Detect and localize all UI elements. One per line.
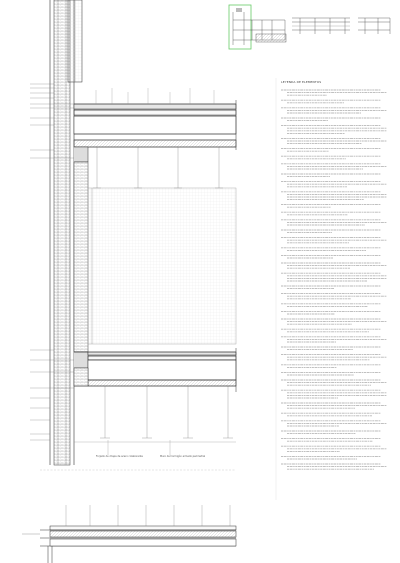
notes-panel [281,81,393,497]
key-plan-section-1 [233,8,286,45]
foundation [22,505,236,563]
key-plan-section-2 [292,18,350,34]
wall-core [54,0,70,465]
upper-slab [74,100,236,150]
notes-title: LEYENDA DE ELEMENTOS [281,80,322,84]
infill-grid [88,188,236,344]
lower-slab [74,348,236,392]
top-leaders [96,88,214,104]
callout-left: Forjado de chapa de acero colaborante [96,455,143,458]
hangers-upper [93,147,223,188]
callout-right: Muro de hormigón armado perimetral [160,455,206,458]
hangers-lower [100,386,233,438]
key-plan-section-3 [358,18,390,34]
notes-lines [281,86,393,496]
section-detail [22,0,236,563]
key-plan [229,5,390,49]
